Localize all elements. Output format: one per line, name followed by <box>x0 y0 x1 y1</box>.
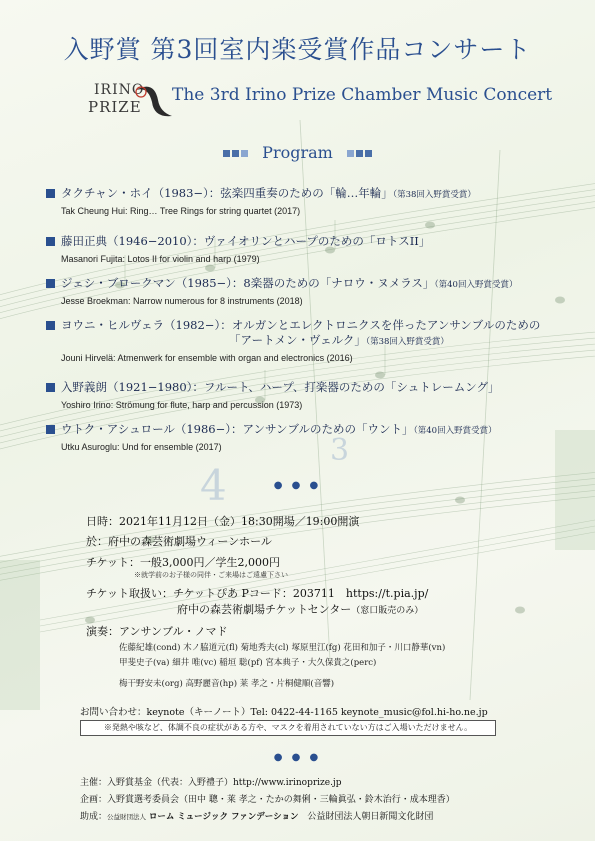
logo-line1: IRINO <box>94 82 145 98</box>
concert-title: 入野賞 第3回室内楽受賞作品コンサート <box>63 35 532 64</box>
ticket-sales: チケット取扱い：チケットぴあ Pコード：203711 https://t.pia.jp/ <box>86 587 429 600</box>
support2-name: 公益財団法人朝日新聞文化財団 <box>307 812 434 822</box>
performers-label: 演奏：アンサンブル・ノマド <box>86 625 228 638</box>
ticket-price: チケット：一般3,000円／学生2,000円 <box>86 556 280 569</box>
bullet-square-icon <box>46 237 55 246</box>
irino-prize-logo <box>88 82 170 122</box>
program-item-en: Masanori Fujita: Lotos II for violin and harp (1979) <box>61 254 260 264</box>
program-item <box>46 234 566 264</box>
program-item-title: ヨウニ・ヒルヴェラ（1982−）：オルガンとエレクトロニクスを伴ったアンサンブルのための <box>61 318 541 332</box>
program-item-award: （第38回入野賞受賞） <box>365 337 449 347</box>
program-heading-label: Program <box>262 143 333 162</box>
performers-line: 甲斐史子(va) 細井 唯(vc) 稲垣 聡(pf) 宮本典子・大久保貴之(perc) <box>119 658 377 668</box>
ticket-center <box>177 601 423 617</box>
logo-swoosh-icon <box>124 82 174 122</box>
bullet-square-icon <box>46 383 55 392</box>
support-label: 助成： <box>80 812 108 822</box>
performers-line: 梅干野安未(org) 高野麗音(hp) 莱 孝之・片桐健順(音響) <box>119 679 335 689</box>
ticket-center-note: （窓口販売のみ） <box>351 606 424 616</box>
bullet-square-icon <box>46 321 55 330</box>
program-item-en: Tak Cheung Hui: Ring… Tree Rings for string quartet (2017) <box>61 206 301 216</box>
program-item-title-cont: 「アートメン・ヴェルク」 <box>229 333 366 347</box>
organizer: 主催：入野賞基金（代表：入野禮子）http://www.irinoprize.jp <box>80 778 342 788</box>
ticket-note: ※就学前のお子様の同伴・ご来場はご遠慮下さい <box>134 571 288 579</box>
concert-subtitle-en: The 3rd Irino Prize Chamber Music Concert <box>172 85 553 105</box>
program-item-en: Utku Asuroglu: Und for ensemble (2017) <box>61 442 222 452</box>
program-item-title: 入野義朗（1921−1980）：フルート、ハープ、打楽器のための「シュトレームング」 <box>61 380 500 394</box>
program-item-title: ジェシ・ブロークマン（1985−）：8楽器のための「ナロウ・ヌメラス」 <box>61 276 435 290</box>
support1-name: ローム ミュージック ファンデーション <box>148 812 299 822</box>
planning: 企画：入野賞選考委員会（田中 聰・莱 孝之・たかの舞俐・三輪眞弘・鈴木治行・成本理香） <box>80 795 455 805</box>
program-heading <box>0 143 595 162</box>
program-item <box>46 276 566 306</box>
logo-line2: PRIZE <box>88 98 142 116</box>
contact-info: お問い合わせ：keynote（キーノート）Tel: 0422-44-1165 keynote_music@fol.hi-ho.ne.jp <box>80 707 488 718</box>
svg-text:3: 3 <box>330 433 350 468</box>
program-item-en: Jouni Hirvelä: Atmenwerk for ensemble with organ and electronics (2016) <box>61 353 353 363</box>
program-item-award: （第40回入野賞受賞） <box>434 280 518 290</box>
separator-dots: ● ● ● <box>273 480 322 491</box>
health-notice: ※発熱や咳など、体調不良の症状がある方や、マスクを着用されていない方はご入場いただけません。 <box>80 720 496 736</box>
ticket-center-name: 府中の森芸術劇場チケットセンター <box>177 603 352 616</box>
program-item-award: （第38回入野賞受賞） <box>392 190 476 200</box>
program-item-en: Yoshiro Irino: Strömung for flute, harp and percussion (1973) <box>61 400 303 410</box>
bullet-square-icon <box>46 279 55 288</box>
program-item <box>46 380 566 410</box>
event-venue: 於：府中の森芸術劇場ウィーンホール <box>86 535 272 548</box>
svg-text:4: 4 <box>200 461 227 510</box>
support1-prefix: 公益財団法人 <box>107 813 147 821</box>
program-item <box>46 186 566 216</box>
separator-dots: ● ● ● <box>273 752 322 763</box>
program-item <box>46 422 566 452</box>
performers-line: 佐藤紀雄(cond) 木ノ脇道元(fl) 菊地秀夫(cl) 塚原里江(fg) 花田和加子・川口静華(vn) <box>119 643 446 653</box>
program-item-en: Jesse Broekman: Narrow numerous for 8 instruments (2018) <box>61 296 303 306</box>
bullet-square-icon <box>46 425 55 434</box>
event-date: 日時：2021年11月12日（金）18:30開場／19:00開演 <box>86 515 360 528</box>
program-item <box>46 318 566 363</box>
program-item-award: （第40回入野賞受賞） <box>413 426 497 436</box>
bullet-square-icon <box>46 189 55 198</box>
program-item-title: ウトク・アシュロール（1986−）：アンサンブルのための「ウント」 <box>61 422 414 436</box>
program-item-title: タクチャン・ホイ（1983−）：弦楽四重奏のための「輪…年輪」 <box>61 186 393 200</box>
program-item-title: 藤田正典（1946−2010）：ヴァイオリンとハープのための「ロトスII」 <box>61 234 431 248</box>
support <box>80 809 433 822</box>
